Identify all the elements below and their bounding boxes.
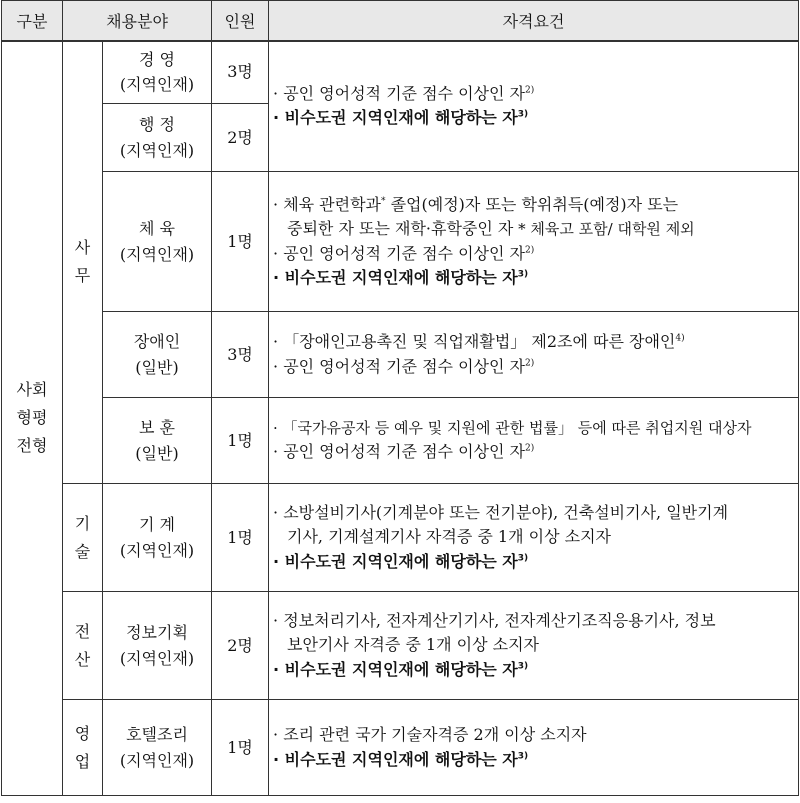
section-label: 기 술 [63,484,103,592]
table-row [2,172,799,312]
recruitment-table [1,0,799,796]
requirements-cell: · 「국가유공자 등 예우 및 지원에 관한 법률」 등에 따른 취업지원 대상자 · 공인 영어성적 기준 점수 이상인 자$^{2)}$ [269,398,799,484]
section-label: 영 업 [63,700,103,796]
count-cell: 2명 [212,592,269,700]
field-cell: 기 계 (지역인재) [103,484,212,592]
field-cell: 호텔조리 (지역인재) [103,700,212,796]
header-row [2,1,799,41]
count-cell: 1명 [212,700,269,796]
field-cell: 행 정 (지역인재) [103,104,212,172]
table-row [2,484,799,592]
requirements-cell: · 소방설비기사(기계분야 또는 전기분야), 건축설비기사, 일반기계 기사, 기계설계기사 자격증 중 1개 이상 소지자 · 비수도권 지역인재에 해당하는 자$^{3)}$ [269,484,799,592]
group-label: 사회 형평 전형 [2,41,63,796]
field-cell: 장애인 (일반) [103,312,212,398]
count-cell: 1명 [212,484,269,592]
count-cell: 1명 [212,398,269,484]
requirements-cell: · 공인 영어성적 기준 점수 이상인 자$^{2)}$ · 비수도권 지역인재에 해당하는 자$^{3)}$ [269,41,799,172]
header-requirements: 자격요건 [269,1,799,41]
table-row [2,312,799,398]
header-field: 채용분야 [63,1,212,41]
count-cell: 1명 [212,172,269,312]
field-cell: 보 훈 (일반) [103,398,212,484]
header-category: 구분 [2,1,63,41]
field-cell: 경 영 (지역인재) [103,41,212,104]
field-cell: 정보기획 (지역인재) [103,592,212,700]
table-row [2,700,799,796]
field-cell: 체 육 (지역인재) [103,172,212,312]
requirements-cell: · 체육 관련학과* 졸업(예정)자 또는 학위취득(예정)자 또는 중퇴한 자 또는 재학·휴학중인 자 * 체육고 포함/ 대학원 제외 · 공인 영어성적 기준 점수 이상인 자$^{2)}$ · 비수도권 지역인재에 해당하는 자$^{3)}$ [269,172,799,312]
table-row [2,41,799,104]
requirements-cell: · 「장애인고용촉진 및 직업재활법」 제2조에 따른 장애인$^{4)}$ · 공인 영어성적 기준 점수 이상인 자$^{2)}$ [269,312,799,398]
requirements-cell: · 정보처리기사, 전자계산기기사, 전자계산기조직응용기사, 정보 보안기사 자격증 중 1개 이상 소지자 · 비수도권 지역인재에 해당하는 자$^{3)}$ [269,592,799,700]
table-row [2,592,799,700]
section-label: 전 산 [63,592,103,700]
section-label: 사 무 [63,41,103,484]
requirements-cell: · 조리 관련 국가 기술자격증 2개 이상 소지자 · 비수도권 지역인재에 해당하는 자$^{3)}$ [269,700,799,796]
header-count: 인원 [212,1,269,41]
count-cell: 3명 [212,312,269,398]
count-cell: 3명 [212,41,269,104]
count-cell: 2명 [212,104,269,172]
table-row [2,398,799,484]
